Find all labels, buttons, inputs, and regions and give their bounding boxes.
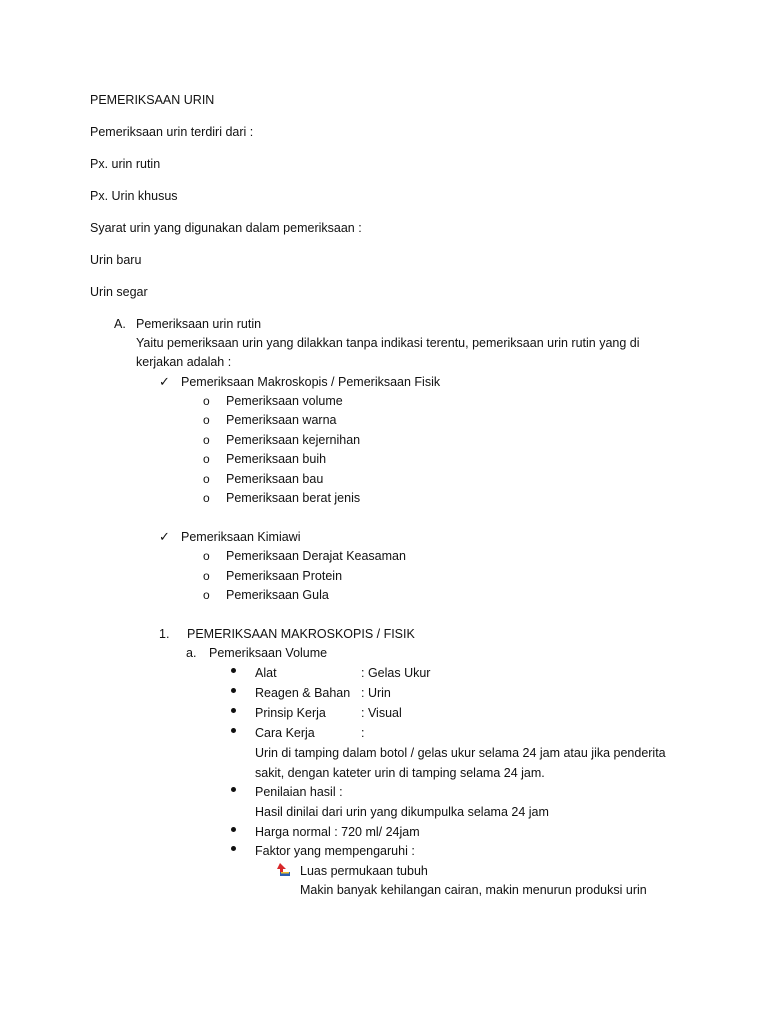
intro-line: Px. Urin khusus (90, 189, 178, 203)
section-1-title: PEMERIKSAAN MAKROSKOPIS / FISIK (187, 627, 415, 641)
section-1-marker: 1. (159, 627, 170, 641)
field-label: Harga normal : 720 ml/ 24jam (255, 825, 420, 839)
circle-bullet-icon: o (203, 413, 210, 427)
circle-bullet-icon: o (203, 472, 210, 486)
bullet-icon (231, 846, 236, 851)
list-item: Pemeriksaan kejernihan (226, 433, 361, 447)
bullet-icon (231, 827, 236, 832)
group-title: Pemeriksaan Kimiawi (181, 530, 301, 544)
circle-bullet-icon: o (203, 394, 210, 408)
intro-line: Pemeriksaan urin terdiri dari : (90, 125, 254, 139)
factor-text: Makin banyak kehilangan cairan, makin menurun produksi urin (300, 883, 647, 897)
intro-line: Syarat urin yang digunakan dalam pemeriksaan : (90, 221, 362, 235)
bullet-icon (231, 688, 236, 693)
bullet-icon (231, 728, 236, 733)
bullet-icon (231, 668, 236, 673)
field-label: Reagen & Bahan (255, 686, 351, 700)
arrow-bullet-icon (277, 863, 291, 877)
circle-bullet-icon: o (203, 549, 210, 563)
circle-bullet-icon: o (203, 491, 210, 505)
field-value: : Gelas Ukur (361, 666, 431, 680)
intro-line: Px. urin rutin (90, 157, 161, 171)
bullet-icon (231, 708, 236, 713)
list-item: Pemeriksaan buih (226, 452, 327, 466)
list-item: Pemeriksaan bau (226, 472, 324, 486)
bullet-icon (231, 787, 236, 792)
field-label: Penilaian hasil : (255, 785, 343, 799)
field-value: : (361, 726, 365, 740)
checkmark-icon: ✓ (159, 374, 170, 389)
list-item: Pemeriksaan warna (226, 413, 337, 427)
field-text: Hasil dinilai dari urin yang dikumpulka selama 24 jam (255, 805, 549, 819)
field-text: sakit, dengan kateter urin di tamping selama 24 jam. (255, 766, 545, 780)
section-a-description: kerjakan adalah : (136, 355, 232, 369)
list-item: Pemeriksaan berat jenis (226, 491, 361, 505)
field-value: : Urin (361, 686, 391, 700)
field-label: Faktor yang mempengaruhi : (255, 844, 415, 858)
checkmark-icon: ✓ (159, 529, 170, 544)
list-item: Pemeriksaan Gula (226, 588, 329, 602)
section-a-marker: A. (114, 317, 126, 331)
circle-bullet-icon: o (203, 569, 210, 583)
intro-line: Urin baru (90, 253, 142, 267)
intro-line: Urin segar (90, 285, 148, 299)
field-label: Prinsip Kerja (255, 706, 326, 720)
circle-bullet-icon: o (203, 588, 210, 602)
list-item: Pemeriksaan Protein (226, 569, 343, 583)
section-a-title: Pemeriksaan urin rutin (136, 317, 262, 331)
circle-bullet-icon: o (203, 452, 210, 466)
page-title: PEMERIKSAAN URIN (90, 93, 215, 107)
section-a-description: Yaitu pemeriksaan urin yang dilakkan tanpa indikasi terentu, pemeriksaan urin rutin yang di (136, 336, 640, 350)
group-title: Pemeriksaan Makroskopis / Pemeriksaan Fisik (181, 375, 441, 389)
list-item: Pemeriksaan volume (226, 394, 343, 408)
list-item: Pemeriksaan Derajat Keasaman (226, 549, 406, 563)
subsection-a-marker: a. (186, 646, 197, 660)
field-value: : Visual (361, 706, 402, 720)
field-text: Urin di tamping dalam botol / gelas ukur selama 24 jam atau jika penderita (255, 746, 666, 760)
factor-title: Luas permukaan tubuh (300, 864, 428, 878)
circle-bullet-icon: o (203, 433, 210, 447)
subsection-a-title: Pemeriksaan Volume (209, 646, 328, 660)
field-label: Cara Kerja (255, 726, 315, 740)
field-label: Alat (255, 666, 277, 680)
